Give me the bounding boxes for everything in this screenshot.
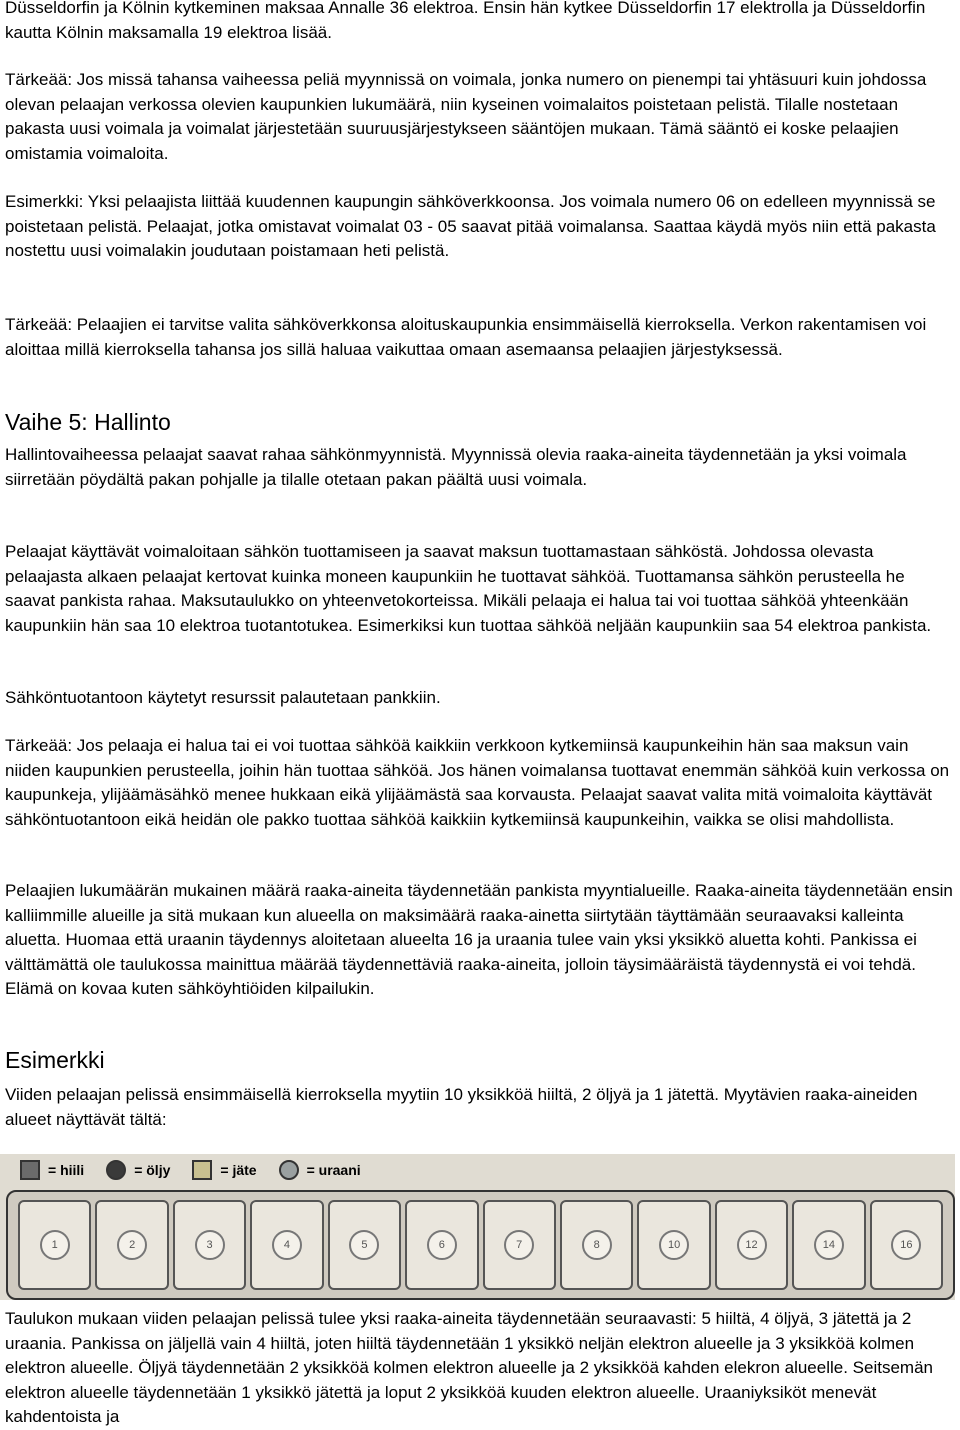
market-cell xyxy=(870,1200,943,1290)
paragraph-1: Düsseldorfin ja Kölnin kytkeminen maksaa Annalle 36 elektroa. Ensin hän kytkee Düsseldorfin 17 elektrolla ja Düsseldorfin kautta Kölnin maksamalla 19 elektroa lisää. xyxy=(5,0,926,42)
market-cell-price: 16 xyxy=(891,1230,921,1260)
market-cell xyxy=(95,1200,168,1290)
paragraph-7: Sähköntuotantoon käytetyt resurssit palautetaan pankkiin. xyxy=(5,688,441,707)
market-cell-price: 6 xyxy=(427,1230,457,1260)
market-cell xyxy=(18,1200,91,1290)
market-cell-price: 3 xyxy=(195,1230,225,1260)
paragraph-2: Tärkeää: Jos missä tahansa vaiheessa peliä myynnissä on voimala, jonka numero on pienempi tai yhtäsuuri kuin johdossa olevan pelaajan verkossa olevien kaupunkien lukumäärä, niin kyseinen voimalaitos poistetaan pelistä. Tilalle nostetaan pakasta uusi voimala ja voimalat järjestetään suuruusjärjestykseen sääntöjen mukaan. Tämä sääntö ei koske pelaajien omistamia voimaloita. xyxy=(5,70,927,163)
market-cell-price: 7 xyxy=(504,1230,534,1260)
paragraph-5: Hallintovaiheessa pelaajat saavat rahaa sähkönmyynnistä. Myynnissä olevia raaka-aineita täydennetään ja yksi voimala siirretään pöydältä pakan pohjalle ja tilalle otetaan pakan päältä uusi voimala. xyxy=(5,445,907,489)
market-cell-price: 2 xyxy=(117,1230,147,1260)
paragraph-6: Pelaajat käyttävät voimaloitaan sähkön tuottamiseen ja saavat maksun tuottamastaan sähköstä. Johdossa olevasta pelaajasta alkaen pelaajat kertovat kuinka moneen kaupunkiin he tuottavat sähköä. Tuottamansa sähkön perusteella he saavat pankista rahaa. Maksutaulukko on yhteenvetokorteissa. Mikäli pelaaja ei halua tai voi tuottaa sähköä yhteenkään kaupunkiin hän saa 10 elektroa tuotantotukea. Esimerkiksi kun tuottaa sähköä neljään kaupunkiin saa 54 elektroa pankista. xyxy=(5,542,932,635)
market-cell xyxy=(173,1200,246,1290)
paragraph-8: Tärkeää: Jos pelaaja ei halua tai ei voi tuottaa sähköä kaikkiin verkkoon kytkemiinsä kaupunkeihin hän saa maksun vain niiden kaupunkien perusteella, joihin hän tuottaa sähköä. Jos hänen voimalansa tuottavat enemmän sähköä kuin verkossa on kaupunkeja, ylijäämäsähkö menee hukkaan eikä ylijäämästä saa korvausta. Pelaajat saavat valita mitä voimaloita käyttävät sähköntuotantoon eikä heidän ole pakko tuottaa sähköä kaikkiin kytkemiinsä kaupunkeihin, vaikka se olisi mahdollista. xyxy=(5,736,950,829)
legend-label-garbage: = jäte xyxy=(220,1162,257,1178)
market-cell-price: 12 xyxy=(737,1230,767,1260)
market-cell xyxy=(715,1200,788,1290)
market-cell xyxy=(250,1200,323,1290)
legend-label-coal: = hiili xyxy=(48,1162,85,1178)
market-cell xyxy=(405,1200,478,1290)
paragraph-10: Viiden pelaajan pelissä ensimmäisellä kierroksella myytiin 10 yksikköä hiiltä, 2 öljyä ja 1 jätettä. Myytävien raaka-aineiden alueet näyttävät tältä: xyxy=(5,1085,918,1129)
legend-label-oil: = öljy xyxy=(134,1162,171,1178)
market-cell xyxy=(792,1200,865,1290)
paragraph-3: Esimerkki: Yksi pelaajista liittää kuudennen kaupungin sähköverkkoonsa. Jos voimala numero 06 on edelleen myynnissä se poistetaan pelistä. Pelaajat, jotka omistavat voimalat 03 - 05 saavat pitää voimalansa. Saattaa käydä myös niin että pakasta nostettu uusi voimalakin joudutaan poistamaan heti pelistä. xyxy=(5,192,936,261)
market-cell-price: 4 xyxy=(272,1230,302,1260)
resource-legend xyxy=(20,1158,375,1182)
market-cell-price: 10 xyxy=(659,1230,689,1260)
section-heading-hallinto: Vaihe 5: Hallinto xyxy=(5,409,171,435)
market-cell xyxy=(637,1200,710,1290)
paragraph-4: Tärkeää: Pelaajien ei tarvitse valita sähköverkkonsa aloituskaupunkia ensimmäisellä kierroksella. Verkon rakentamisen voi aloittaa millä kierroksella tahansa jos sillä haluaa vaikuttaa omaan asemaansa pelaajien järjestyksessä. xyxy=(5,315,927,359)
market-cell-price: 5 xyxy=(349,1230,379,1260)
market-cell xyxy=(328,1200,401,1290)
paragraph-11: Taulukon mukaan viiden pelaajan pelissä tulee yksi raaka-aineita täydennetään seuraavasti: 5 hiiltä, 4 öljyä, 3 jätettä ja 2 uraania. Pankissa on jäljellä vain 4 hiiltä, joten hiiltä täydennetään 1 yksikkö neljän elektron alueelle ja 3 yksikköä kolmen elektron alueelle. Öljyä täydennetään 2 yksikköä kolmen elektron alueelle ja 2 yksikköä kahden elekron alueelle. Seitsemän elektron alueelle täydennetään 1 yksikkö jätettä ja loput 2 yksikköä kuuden elektron alueelle. Uraaniyksiköt menevät kahdentoista ja xyxy=(5,1309,933,1427)
legend-label-uranium: = uraani xyxy=(306,1162,361,1178)
market-cell-price: 14 xyxy=(814,1230,844,1260)
uranium-swatch-icon xyxy=(279,1160,299,1180)
market-cell xyxy=(483,1200,556,1290)
resource-cells xyxy=(18,1200,943,1290)
oil-swatch-icon xyxy=(106,1160,126,1180)
section-heading-esimerkki: Esimerkki xyxy=(5,1047,105,1073)
market-cell xyxy=(560,1200,633,1290)
garbage-swatch-icon xyxy=(192,1160,212,1180)
market-cell-price: 1 xyxy=(40,1230,70,1260)
coal-swatch-icon xyxy=(20,1160,40,1180)
paragraph-9: Pelaajien lukumäärän mukainen määrä raaka-aineita täydennetään pankista myyntialueille. Raaka-aineita täydennetään ensin kalliimmille alueille ja sitä mukaan kun alueella on maksimäärä raaka-ainetta siirtytään täyttämään seuraavaksi kalleinta aluetta. Huomaa että uraanin täydennys aloitetaan alueelta 16 ja uraania tulee vain yksi yksikkö aluetta kohti. Pankissa ei välttämättä ole taulukossa mainittua määrää täydennettäviä raaka-aineita, jolloin täysimääräistä täydennystä ei voi tehdä. Elämä on kovaa kuten sähköyhtiöiden kilpailukin. xyxy=(5,881,953,999)
resource-track xyxy=(6,1190,955,1300)
resource-market-image xyxy=(0,1154,955,1300)
market-cell-price: 8 xyxy=(582,1230,612,1260)
